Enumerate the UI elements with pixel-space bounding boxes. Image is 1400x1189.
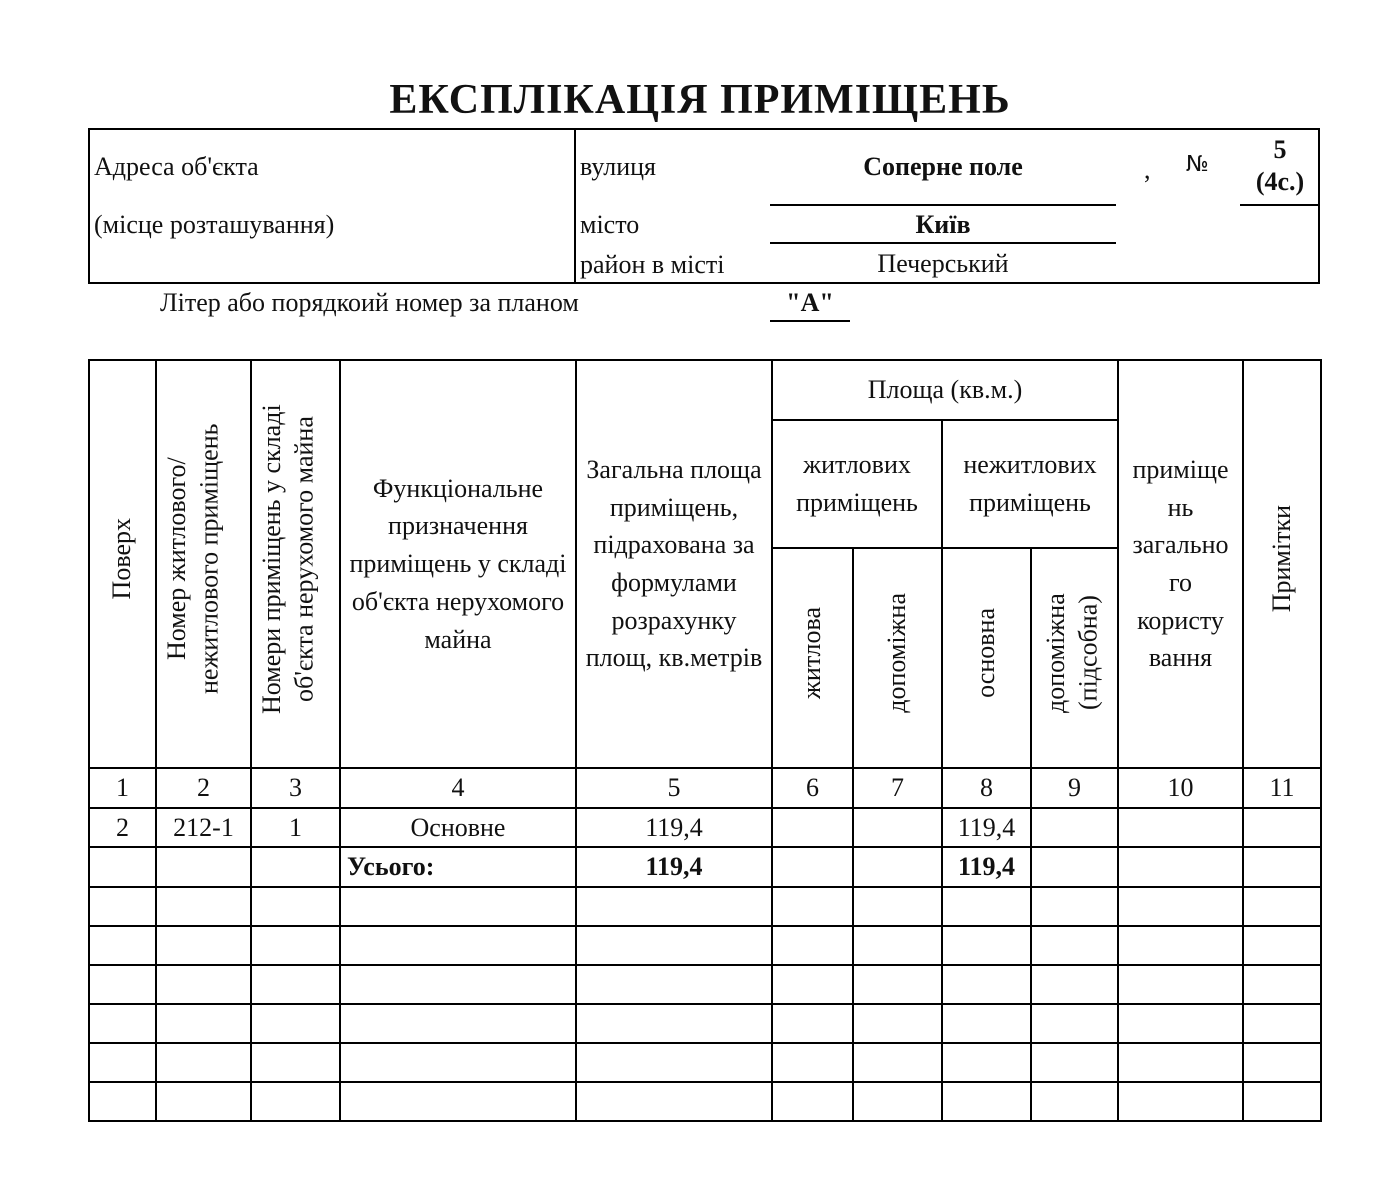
header-area-group: Площа (кв.м.) <box>772 360 1118 420</box>
empty-row <box>89 965 1321 1004</box>
total-label: Усього: <box>340 847 576 887</box>
empty-row <box>89 926 1321 965</box>
number-value-line2: (4с.) <box>1255 167 1305 196</box>
table-row <box>89 808 1321 848</box>
column-numbers-row <box>89 768 1321 808</box>
cell-res-living <box>772 808 853 848</box>
header-room-number: Номер житлового/нежитлового приміщень <box>156 360 251 768</box>
city-underline <box>770 242 1116 244</box>
total-nonres-main-value: 119,4 <box>942 847 1031 887</box>
col-num-1: 1 <box>89 768 156 808</box>
header-floor: Поверх <box>89 360 156 768</box>
col-num-11: 11 <box>1243 768 1321 808</box>
cell-notes <box>1243 808 1321 848</box>
col-num-9: 9 <box>1031 768 1118 808</box>
col-num-3: 3 <box>251 768 340 808</box>
liter-underline <box>770 320 850 322</box>
district-label: район в місті <box>580 250 725 279</box>
liter-label: Літер або порядкоий номер за планом <box>160 288 579 317</box>
total-row <box>89 847 1321 887</box>
address-sublabel: (місце розташування) <box>94 210 335 239</box>
street-value: Соперне поле <box>863 152 1023 181</box>
total-area-value: 119,4 <box>576 847 772 887</box>
empty-row <box>89 887 1321 926</box>
header-nonres-auxiliary: допоміжна (підсобна) <box>1031 548 1118 768</box>
address-label: Адреса об'єкта <box>94 152 259 181</box>
number-label: № <box>1186 152 1209 177</box>
number-value <box>1240 134 1320 198</box>
street-underline <box>770 204 1116 206</box>
col-num-4: 4 <box>340 768 576 808</box>
address-divider <box>574 128 576 284</box>
explication-table <box>88 359 1322 1122</box>
header-nonresidential: нежитлових приміщень <box>942 420 1118 548</box>
col-num-7: 7 <box>853 768 942 808</box>
col-num-8: 8 <box>942 768 1031 808</box>
street-label: вулиця <box>580 152 657 181</box>
empty-row <box>89 1004 1321 1043</box>
cell-nonres-auxiliary <box>1031 808 1118 848</box>
header-total-area: Загальна площа приміщень, підрахована за формулами розрахунку площ, кв.метрів <box>576 360 772 768</box>
number-value-line1: 5 <box>1273 135 1287 164</box>
header-room-numbers-in-object: Номери приміщень у складі об'єкта нерухомого майна <box>251 360 340 768</box>
header-common: приміще нь загально го користу вання <box>1118 360 1243 768</box>
liter-value: "А" <box>786 288 834 317</box>
cell-res-auxiliary <box>853 808 942 848</box>
cell-nonres-main: 119,4 <box>942 808 1031 848</box>
number-underline <box>1240 204 1320 206</box>
city-value: Київ <box>915 210 971 239</box>
cell-room-number: 212-1 <box>156 808 251 848</box>
header-notes: Примітки <box>1243 360 1321 768</box>
header-res-auxiliary: допоміжна <box>853 548 942 768</box>
header-res-living: житлова <box>772 548 853 768</box>
cell-floor: 2 <box>89 808 156 848</box>
col-num-5: 5 <box>576 768 772 808</box>
header-nonres-main: основна <box>942 548 1031 768</box>
empty-row <box>89 1082 1321 1121</box>
empty-row <box>89 1043 1321 1082</box>
col-num-2: 2 <box>156 768 251 808</box>
header-residential: житлових приміщень <box>772 420 942 548</box>
header-purpose: Функціональне призначення приміщень у складі об'єкта нерухомого майна <box>340 360 576 768</box>
comma: , <box>1144 155 1151 184</box>
cell-room-numbers-in-object: 1 <box>251 808 340 848</box>
district-value: Печерський <box>877 249 1009 278</box>
cell-purpose: Основне <box>340 808 576 848</box>
cell-total-area: 119,4 <box>576 808 772 848</box>
page-title: ЕКСПЛІКАЦІЯ ПРИМІЩЕНЬ <box>389 77 1011 123</box>
city-label: місто <box>580 210 640 239</box>
col-num-10: 10 <box>1118 768 1243 808</box>
cell-common <box>1118 808 1243 848</box>
col-num-6: 6 <box>772 768 853 808</box>
